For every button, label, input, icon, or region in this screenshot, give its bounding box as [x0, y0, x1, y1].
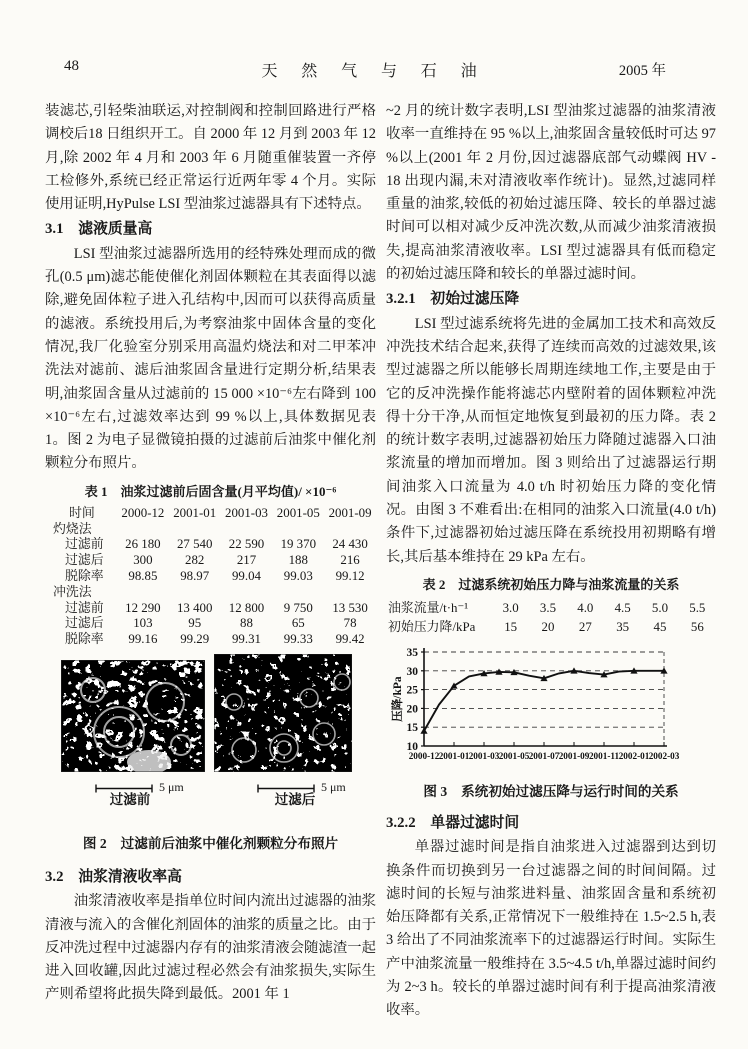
table-1-cell: 88	[240, 616, 253, 631]
section-heading-3-1: 3.1 滤液质量高	[45, 221, 153, 238]
table-1-cell: 99.16	[128, 632, 158, 647]
svg-text:压降/kPa: 压降/kPa	[392, 676, 404, 722]
table-1-empty-cell	[169, 522, 221, 538]
figure-2-caption	[45, 834, 376, 854]
table-2-cell: 3.0	[502, 600, 519, 615]
section-3-1-body: LSI 型油浆过滤器所选用的经特殊处理而成的微孔(0.5 μm)滤芯能使催化剂固体颗粒在其表面得以滤除,避免固体粒子进入孔结构中,因而可以获得高质量的滤液。系统投用后,为考察油浆中固体含量的变化情况,我厂化验室分别采用高温灼烧法和对二甲苯冲洗法对滤前、滤后油浆固含量进行定期分析,结果表明,油浆固含量从过滤前的 15 000 ×10⁻⁶左右降到 100 ×10⁻⁶左右,过滤效率达到 99 %以上,具体数据见表 1。图 2 为电子显微镜拍摄的过滤前后油浆中催化剂颗粒分布照片。	[45, 245, 376, 472]
svg-text:2002-01: 2002-01	[618, 750, 650, 761]
table-1-empty-cell	[324, 522, 376, 538]
table-1-cell: 95	[188, 616, 202, 631]
right-column	[386, 100, 716, 1023]
table-row	[45, 506, 376, 522]
table-1-cell: 9 750	[283, 600, 313, 615]
table-2-cell: 15	[504, 619, 518, 634]
svg-text:2001-11: 2001-11	[588, 750, 620, 761]
table-2-cell: 27	[578, 619, 592, 634]
svg-text:15: 15	[406, 722, 418, 735]
table-1-empty-cell	[221, 585, 273, 601]
table-1-cell: 13 400	[176, 600, 213, 615]
section-heading-3-2-1: 3.2.1 初始过滤压降	[386, 291, 520, 308]
svg-text:10: 10	[406, 740, 418, 753]
page-number: 48	[64, 58, 79, 74]
table-2-cell: 35	[616, 619, 630, 634]
table-1-cell: 300	[133, 553, 153, 568]
table-1-cell: 98.85	[128, 568, 158, 583]
photo-label-before: 过滤前	[109, 791, 151, 807]
table-1-cell: 282	[185, 553, 205, 568]
figure-2	[45, 652, 376, 854]
table-1-cell: 12 290	[125, 600, 161, 615]
table-1-row-label: 过滤前	[65, 537, 104, 552]
figure-3	[386, 642, 716, 802]
table-1-cell: 13 530	[332, 600, 368, 615]
table-1-cell: 99.04	[231, 568, 261, 583]
table-1	[45, 483, 376, 648]
table-1-cell: 99.29	[180, 632, 210, 647]
table-1-cell: 188	[288, 553, 308, 568]
table-1-empty-cell	[117, 522, 169, 538]
table-1-cell: 99.12	[335, 568, 365, 583]
table-row	[45, 632, 376, 648]
micrograph-before	[61, 660, 205, 780]
table-1-empty-cell	[324, 585, 376, 601]
section-3-2-2-body: 单器过滤时间是指自油浆进入过滤器到达到切换条件而切换到另一台过滤器之间的时间间隔。过滤时间的长短与油浆进料量、油浆固含量和系统初始压降都有关系,正常情况下一般维持在 1.5~2.5 h,表 3 给出了不同油浆流率下的过滤器运行时间。实际生产中油浆流量一般维持在 3.5~4.5 t/h,单器过滤时间约为 2~3 h。较长的单器过滤时间有利于提高油浆清液收率。	[386, 839, 716, 1019]
table-1-empty-cell	[272, 522, 324, 538]
table-1-group-label: 灼烧法	[53, 521, 92, 536]
table-1-group-label: 冲洗法	[53, 584, 92, 599]
figure-2-photos	[45, 652, 376, 810]
table-2-cell: 56	[690, 619, 704, 634]
table-row	[45, 585, 376, 601]
table-1-empty-cell	[272, 585, 324, 601]
table-1-empty-cell	[117, 585, 169, 601]
table-1-row-label: 过滤前	[65, 600, 104, 615]
issue-year: 2005 年	[618, 63, 666, 79]
svg-text:30: 30	[406, 665, 418, 678]
micrograph-before-image	[61, 660, 205, 772]
figure-2-label: 图 2	[82, 835, 107, 851]
svg-text:2001-07: 2001-07	[528, 750, 560, 761]
table-1-cell: 99.31	[231, 632, 261, 647]
table-1-header-cell: 2001-05	[276, 505, 320, 520]
table-row	[45, 553, 376, 569]
journal-title: 天 然 气 与 石 油	[261, 63, 487, 80]
table-1-cell: 78	[343, 616, 357, 631]
table-1-header-cell: 2001-01	[173, 505, 217, 520]
svg-text:2001-01: 2001-01	[438, 750, 470, 761]
svg-text:2001-09: 2001-09	[558, 750, 590, 761]
table-1-row-label: 过滤后	[65, 553, 104, 568]
left-column	[45, 100, 376, 1007]
scale-text-after: 5 μm	[321, 779, 346, 794]
table-row	[45, 616, 376, 632]
svg-text:2000-12: 2000-12	[408, 750, 440, 761]
table-1-cell: 217	[236, 553, 257, 568]
table-1-cell: 65	[291, 616, 305, 631]
table-1-cell: 98.97	[180, 568, 210, 583]
table-2-cell: 3.5	[539, 600, 557, 615]
table-1-cell: 24 430	[332, 537, 368, 552]
table-1-row-label: 脱除率	[65, 632, 104, 647]
table-2-cell: 20	[541, 619, 555, 634]
scale-text-before: 5 μm	[159, 779, 184, 794]
section-3-2-1-body: LSI 型过滤系统将先进的金属加工技术和高效反冲洗技术结合起来,获得了连续而高效的过滤效果,该型过滤器之所以能够长周期连续地工作,主要是由于它的反冲洗操作能将滤芯内壁附着的固体颗粒冲洗得十分干净,从而恒定地恢复到最初的压力降。表 2 的统计数字表明,过滤器初始压力降随过滤器入口油浆流量的增加而增加。图 3 则给出了过滤器运行期间油浆入口流量为 4.0 t/h 时初始压力降的变化情况。由图 3 不难看出:在相同的油浆入口流量(4.0 t/h)条件下,过滤器初始过滤压降在系统投用初期略有增长,其后基本维持在 29 kPa 左右。	[386, 315, 716, 565]
table-row	[45, 601, 376, 617]
table-1-title: 表 1 油浆过滤前后固含量(月平均值)/ ×10⁻⁶	[84, 483, 337, 499]
table-1-header-cell: 2001-09	[328, 505, 372, 520]
table-1-header-cell: 2001-03	[225, 505, 268, 520]
table-1-cell: 99.03	[283, 568, 313, 583]
figure-3-title: 系统初始过滤压降与运行时间的关系	[461, 783, 679, 799]
table-1-cell: 27 540	[176, 537, 213, 552]
table-1-cell: 216	[340, 553, 360, 568]
table-row	[386, 618, 716, 637]
table-2-cell: 5.5	[689, 600, 706, 615]
table-1-header-label: 时间	[69, 505, 95, 520]
table-row	[45, 522, 376, 538]
table-2-title: 表 2 过滤系统初始压力降与油浆流量的关系	[422, 576, 680, 592]
table-1-cell: 99.33	[283, 632, 313, 647]
svg-text:2001-03: 2001-03	[468, 750, 500, 761]
table-2-row-label: 初始压力降/kPa	[388, 619, 476, 634]
page-header	[0, 58, 748, 82]
section-3-2-body: 油浆清液收率是指单位时间内流出过滤器的油浆清液与流入的含催化剂固体的油浆的质量之比。由于反冲洗过程中过滤器内存有的油浆清液会随滤渣一起进入回收罐,因此过滤过程必然会有油浆损失,实际生产则希望将此损失降到最低。2001 年 1	[45, 893, 377, 1003]
table-1-cell: 99.42	[335, 632, 365, 647]
svg-text:2002-03: 2002-03	[648, 750, 680, 761]
svg-text:2001-05: 2001-05	[498, 750, 530, 761]
svg-text:20: 20	[406, 703, 418, 716]
table-1-cell: 12 800	[228, 600, 265, 615]
table-1-cell: 19 370	[280, 537, 317, 552]
table-1-row-label: 过滤后	[65, 616, 104, 631]
figure-2-title: 过滤前后油浆中催化剂颗粒分布照片	[120, 835, 339, 851]
table-1-empty-cell	[169, 585, 221, 601]
table-1-row-label: 脱除率	[65, 568, 104, 583]
table-2-cell: 5.0	[651, 600, 669, 615]
section-heading-3-2: 3.2 油浆清液收率高	[45, 868, 182, 885]
table-row	[386, 599, 716, 618]
paragraph-continuation-right: ~2 月的统计数字表明,LSI 型油浆过滤器的油浆清液收率一直维持在 95 %以上,油浆固含量较低时可达 97 %以上(2001 年 2 月份,因过滤器底部气动蝶阀 HV - 18 出现内漏,未对清液收率作统计)。显然,过滤同样重量的油浆,较低的初始过滤压降、较长的单器过滤时间可以相对减少反冲洗次数,从而减少油浆清液损失,提高油浆清液收率。LSI 型过滤器具有低而稳定的初始过滤压降和较长的单器过滤时间。	[386, 103, 716, 283]
table-2-row-label: 油浆流量/t·h⁻¹	[388, 600, 469, 615]
svg-text:25: 25	[406, 684, 418, 697]
table-1-cell: 26 180	[125, 537, 161, 552]
section-heading-3-2-2: 3.2.2 单器过滤时间	[386, 814, 520, 831]
table-1-cell: 103	[133, 616, 153, 631]
table-1-cell: 22 590	[228, 537, 265, 552]
paragraph-continuation-left: 装滤芯,引轻柴油联运,对控制阀和控制回路进行严格调校后18 日组织开工。自 2000 年 12 月到 2003 年 12 月,除 2002 年 4 月和 2003 年 6 月随重催装置一齐停工检修外,系统已经正常运行近两年零 4 个月。实际使用证明,HyPulse LSI 型油浆过滤器具有下述特点。	[45, 103, 376, 213]
figure-3-label: 图 3	[423, 783, 448, 799]
figure-3-caption	[386, 782, 716, 802]
table-2-rows	[386, 599, 716, 637]
micrograph-after	[214, 654, 352, 780]
svg-text:35: 35	[406, 646, 418, 659]
table-row	[45, 537, 376, 553]
table-2-cell: 45	[653, 619, 667, 634]
micrograph-after-image	[214, 654, 352, 772]
table-2-cell: 4.0	[577, 600, 594, 615]
photo-label-after: 过滤后	[274, 791, 316, 807]
table-1-header-cell: 2000-12	[121, 505, 165, 520]
table-1-empty-cell	[221, 522, 273, 538]
table-2-cell: 4.5	[614, 600, 631, 615]
figure-3-chart	[386, 642, 716, 774]
table-row	[45, 569, 376, 585]
table-2	[386, 576, 716, 637]
table-1-rows	[45, 506, 376, 648]
